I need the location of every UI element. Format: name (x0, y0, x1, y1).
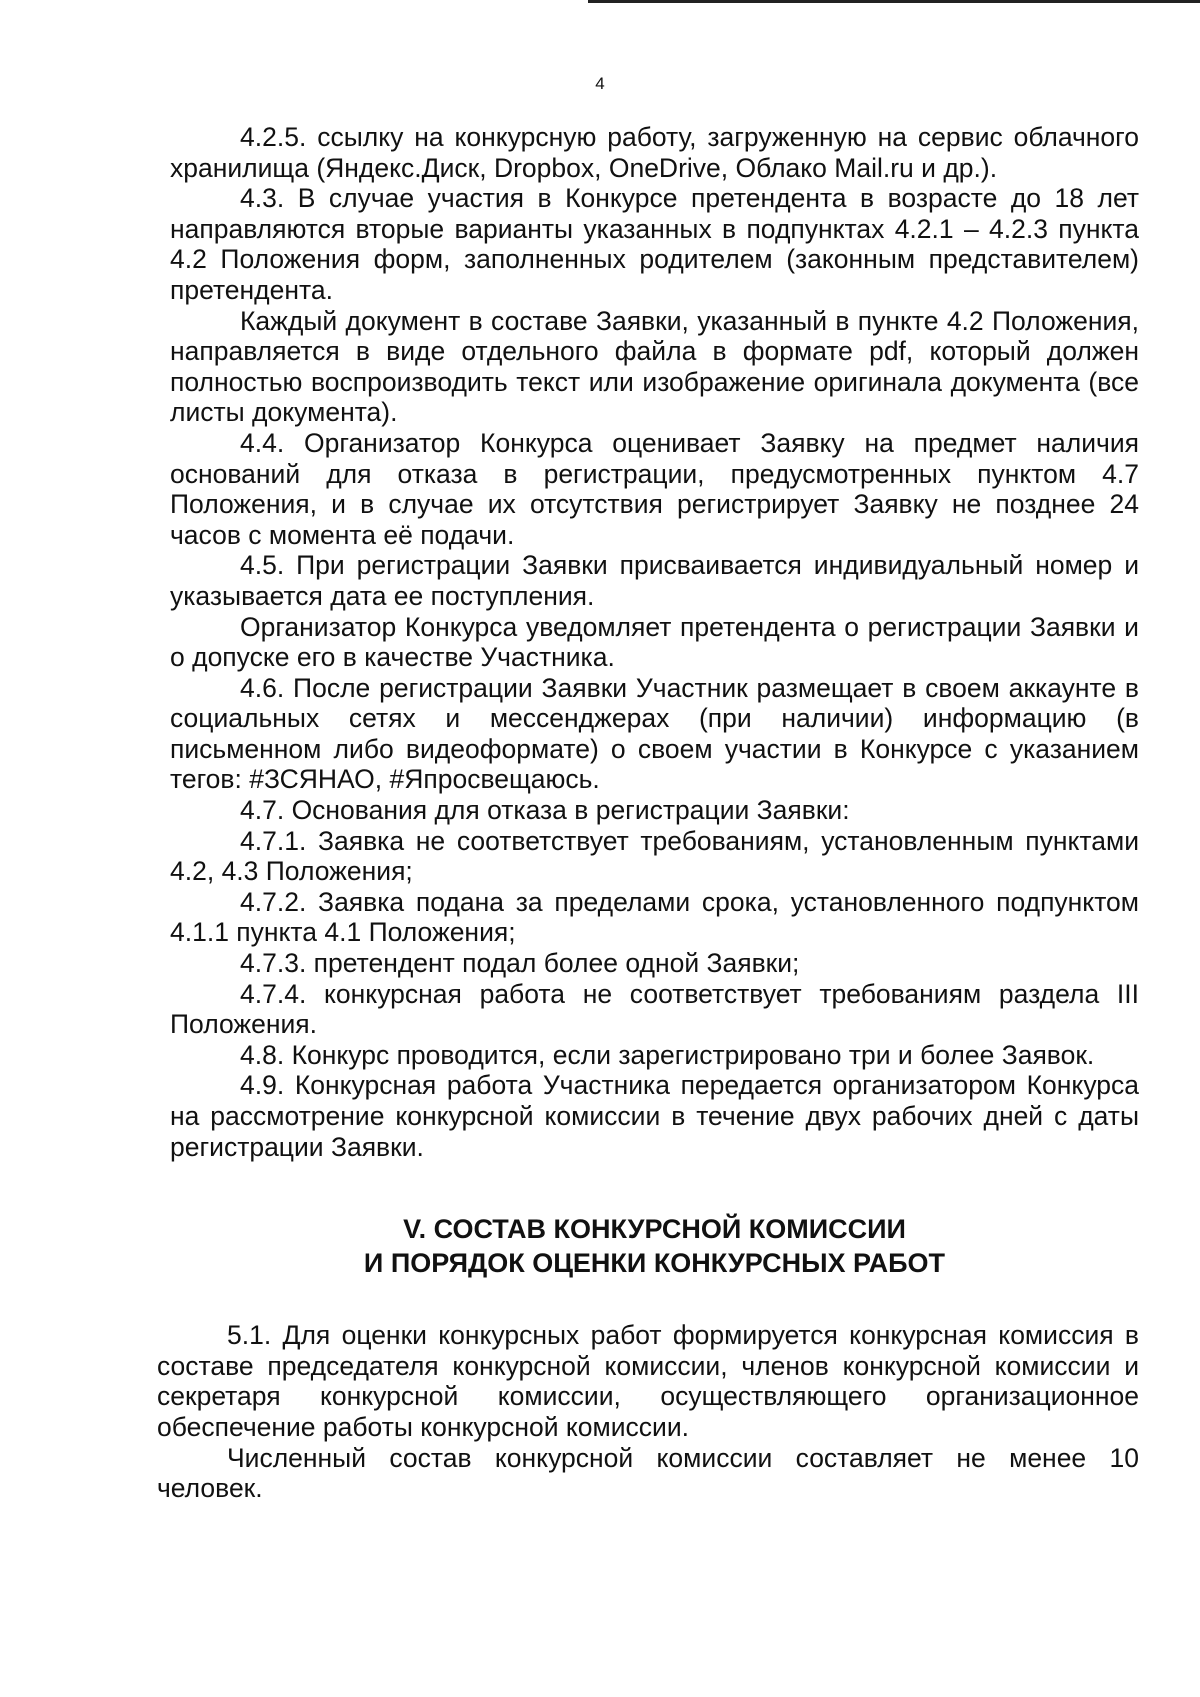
top-scan-rule (588, 0, 1200, 3)
section-heading-line-1: V. СОСТАВ КОНКУРСНОЙ КОМИССИИ (403, 1214, 906, 1245)
paragraph-4-7: 4.7. Основания для отказа в регистрации Заявки: (240, 795, 850, 826)
paragraph-4-6: 4.6. После регистрации Заявки Участник размещает в своем аккаунте в социальных сетях и мессенджерах (при наличии) информацию (в письменном либо видеоформате) о своем участии в Конкурсе с указанием тегов: #ЗСЯНАО, #Япросвещаюсь. (170, 672, 1139, 795)
section-heading-line-2: И ПОРЯДОК ОЦЕНКИ КОНКУРСНЫХ РАБОТ (363, 1248, 946, 1279)
section-5-body (157, 1320, 1139, 1504)
paragraph-5-1-size: Численный состав конкурсной комиссии составляет не менее 10 человек. (157, 1442, 1139, 1504)
paragraph-4-8: 4.8. Конкурс проводится, если зарегистрировано три и более Заявок. (240, 1039, 1095, 1070)
paragraph-4-5-notice: Организатор Конкурса уведомляет претендента о регистрации Заявки и о допуске его в качестве Участника. (170, 611, 1139, 673)
paragraph-4-7-1: 4.7.1. Заявка не соответствует требованиям, установленным пунктами 4.2, 4.3 Положения; (170, 825, 1139, 887)
paragraph-4-4: 4.4. Организатор Конкурса оценивает Заявку на предмет наличия оснований для отказа в регистрации, предусмотренных пунктом 4.7 Положения, и в случае их отсутствия регистрирует Заявку не позднее 24 часов с момента её подачи. (170, 427, 1139, 550)
paragraph-4-5: 4.5. При регистрации Заявки присваивается индивидуальный номер и указывается дата ее поступления. (170, 550, 1139, 611)
paragraph-4-3-documents: Каждый документ в составе Заявки, указанный в пункте 4.2 Положения, направляется в виде отдельного файла в формате pdf, который должен полностью воспроизводить текст или изображение оригинала документа (все листы документа). (170, 305, 1139, 428)
paragraph-4-7-2: 4.7.2. Заявка подана за пределами срока, установленного подпунктом 4.1.1 пункта 4.1 Положения; (170, 886, 1139, 948)
page-number: 4 (595, 74, 605, 93)
paragraph-4-3: 4.3. В случае участия в Конкурсе претендента в возрасте до 18 лет направляются вторые варианты указанных в подпунктах 4.2.1 – 4.2.3 пункта 4.2 Положения форм, заполненных родителем (законным представителем) претендента. (170, 183, 1139, 305)
paragraph-4-9: 4.9. Конкурсная работа Участника передается организатором Конкурса на рассмотрение конкурсной комиссии в течение двух рабочих дней с даты регистрации Заявки. (170, 1070, 1139, 1162)
paragraph-5-1: 5.1. Для оценки конкурсных работ формируется конкурсная комиссия в составе председателя конкурсной комиссии, членов конкурсной комиссии и секретаря конкурсной комиссии, осуществляющего организационное обеспечение работы конкурсной комиссии. (157, 1320, 1139, 1442)
document-body (157, 122, 1139, 1504)
paragraph-4-2-5: 4.2.5. ссылку на конкурсную работу, загруженную на сервис облачного хранилища (Яндекс.Диск, Dropbox, OneDrive, Облако Mail.ru и др.). (170, 122, 1139, 183)
section-heading (170, 1212, 1139, 1280)
paragraph-4-7-4: 4.7.4. конкурсная работа не соответствует требованиям раздела III Положения. (170, 978, 1139, 1040)
paragraph-4-7-3: 4.7.3. претендент подал более одной Заявки; (240, 948, 800, 979)
